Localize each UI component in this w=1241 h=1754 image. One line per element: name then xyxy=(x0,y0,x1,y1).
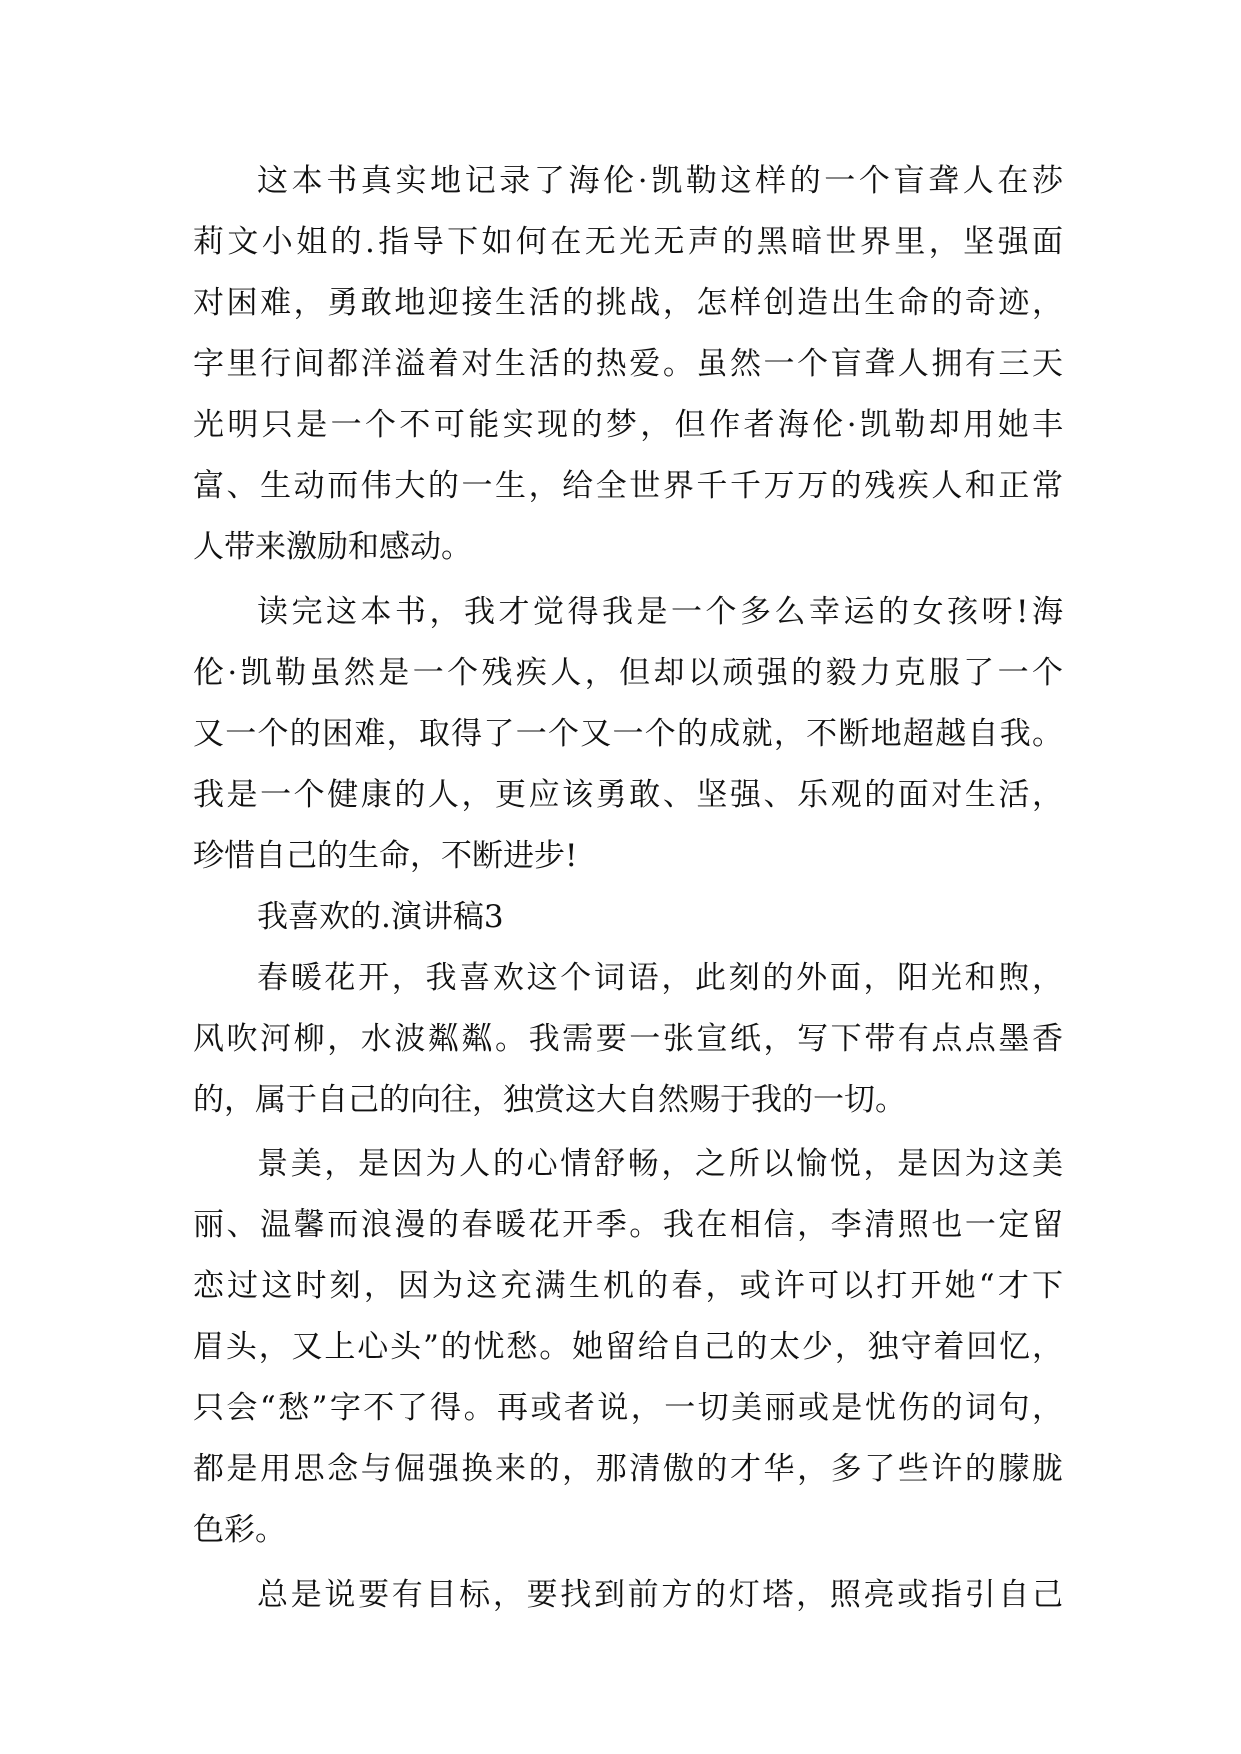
text-line: 读完这本书，我才觉得我是一个多么幸运的女孩呀!海 xyxy=(257,594,1063,630)
text-line: 我是一个健康的人，更应该勇敢、坚强、乐观的面对生活， xyxy=(193,777,1063,813)
text-line: 珍惜自己的生命，不断进步! xyxy=(193,838,578,874)
text-line: 色彩。 xyxy=(193,1512,286,1548)
text-line: 风吹河柳，水波粼粼。我需要一张宣纸，写下带有点点墨香 xyxy=(193,1021,1063,1057)
text-line: 伦·凯勒虽然是一个残疾人，但却以顽强的毅力克服了一个 xyxy=(193,655,1063,691)
text-line: 总是说要有目标，要找到前方的灯塔，照亮或指引自己 xyxy=(257,1577,1063,1613)
text-line: 眉头，又上心头”的忧愁。她留给自己的太少，独守着回忆， xyxy=(193,1329,1063,1365)
text-line: 人带来激励和感动。 xyxy=(193,529,472,565)
text-line: 对困难，勇敢地迎接生活的挑战，怎样创造出生命的奇迹， xyxy=(193,285,1063,321)
text-line: 春暖花开，我喜欢这个词语，此刻的外面，阳光和煦， xyxy=(257,960,1063,996)
section-heading: 我喜欢的.演讲稿3 xyxy=(257,899,504,935)
text-line: 字里行间都洋溢着对生活的热爱。虽然一个盲聋人拥有三天 xyxy=(193,346,1063,382)
text-line: 的，属于自己的向往，独赏这大自然赐于我的一切。 xyxy=(193,1082,906,1118)
text-line: 景美，是因为人的心情舒畅，之所以愉悦，是因为这美 xyxy=(257,1146,1063,1182)
text-line: 又一个的困难，取得了一个又一个的成就，不断地超越自我。 xyxy=(193,716,1063,752)
text-line: 只会“愁”字不了得。再或者说，一切美丽或是忧伤的词句， xyxy=(193,1390,1063,1426)
text-line: 这本书真实地记录了海伦·凯勒这样的一个盲聋人在莎 xyxy=(257,163,1063,199)
text-line: 光明只是一个不可能实现的梦，但作者海伦·凯勒却用她丰 xyxy=(193,407,1063,443)
text-line: 富、生动而伟大的一生，给全世界千千万万的残疾人和正常 xyxy=(193,468,1063,504)
text-line: 都是用思念与倔强换来的，那清傲的才华，多了些许的朦胧 xyxy=(193,1451,1063,1487)
text-line: 丽、温馨而浪漫的春暖花开季。我在相信，李清照也一定留 xyxy=(193,1207,1063,1243)
text-line: 恋过这时刻，因为这充满生机的春，或许可以打开她“才下 xyxy=(193,1268,1063,1304)
text-line: 莉文小姐的.指导下如何在无光无声的黑暗世界里，坚强面 xyxy=(193,224,1063,260)
